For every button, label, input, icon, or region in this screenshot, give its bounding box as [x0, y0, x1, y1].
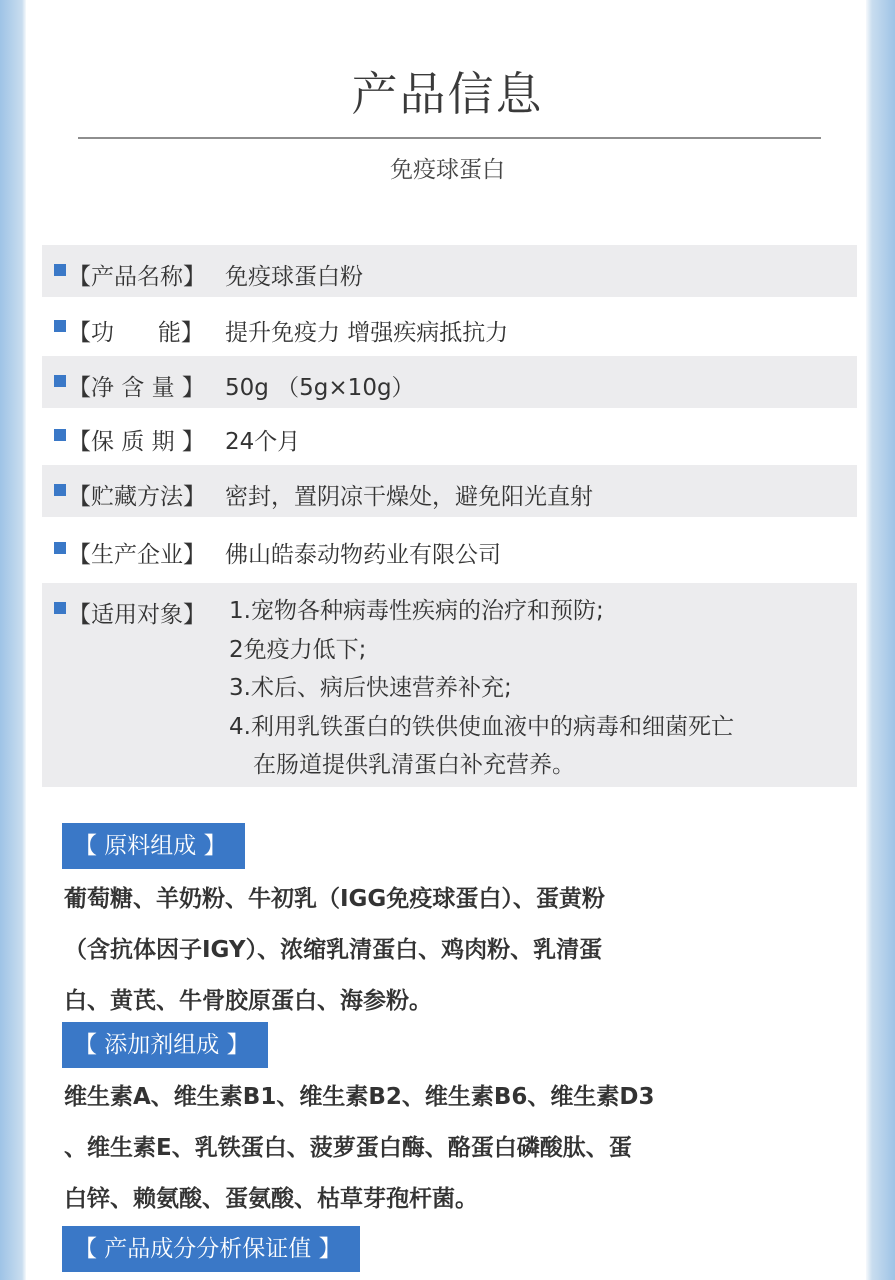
info-label: 【贮藏方法】: [68, 484, 206, 510]
target-line: 2免疫力低下;: [229, 636, 367, 663]
info-label: 【适用对象】: [68, 602, 206, 628]
ingredients-text: [64, 883, 754, 1036]
target-line: 4.利用乳铁蛋白的铁供使血液中的病毒和细菌死亡: [229, 713, 734, 740]
info-value: 24个月: [225, 429, 301, 455]
title-divider: [78, 137, 821, 139]
square-bullet-icon: [54, 429, 66, 441]
square-bullet-icon: [54, 484, 66, 496]
additives-line: 维生素A、维生素B1、维生素B2、维生素B6、维生素D3: [64, 1084, 655, 1110]
additives-line: 白锌、赖氨酸、蛋氨酸、枯草芽孢杆菌。: [64, 1186, 478, 1212]
page-subtitle: 免疫球蛋白: [390, 157, 505, 183]
info-label: 【净 含 量 】: [68, 375, 205, 401]
info-row-function: [42, 301, 857, 353]
target-line: 在肠道提供乳清蛋白补充营养。: [253, 752, 575, 778]
info-value: 免疫球蛋白粉: [225, 264, 363, 290]
analysis-heading: 【 产品成分分析保证值 】: [62, 1226, 360, 1272]
square-bullet-icon: [54, 602, 66, 614]
ingredients-heading: 【 原料组成 】: [62, 823, 245, 869]
additives-heading: 【 添加剂组成 】: [62, 1022, 268, 1068]
additives-text: [64, 1081, 754, 1234]
target-line: 1.宠物各种病毒性疾病的治疗和预防;: [229, 598, 604, 624]
info-value: 佛山皓泰动物药业有限公司: [225, 542, 501, 568]
info-label: 【产品名称】: [68, 264, 206, 290]
info-row-net-content: [42, 356, 857, 408]
additives-line: 、维生素E、乳铁蛋白、菠萝蛋白酶、酪蛋白磷酸肽、蛋: [64, 1135, 632, 1161]
square-bullet-icon: [54, 542, 66, 554]
info-value: 提升免疫力 增强疾病抵抗力: [225, 320, 509, 346]
ingredients-line: 白、黄芪、牛骨胶原蛋白、海参粉。: [64, 988, 432, 1014]
info-row-target: [42, 583, 857, 787]
info-row-product-name: [42, 245, 857, 297]
square-bullet-icon: [54, 264, 66, 276]
info-row-shelf-life: [42, 410, 857, 462]
square-bullet-icon: [54, 375, 66, 387]
info-label: 【生产企业】: [68, 542, 206, 568]
info-value: 密封，置阴凉干燥处，避免阳光直射: [225, 484, 593, 510]
info-value: 50g （5g×10g）: [225, 375, 415, 401]
ingredients-line: 葡萄糖、羊奶粉、牛初乳（IGG免疫球蛋白）、蛋黄粉: [64, 886, 605, 912]
target-list: [229, 596, 734, 789]
target-line: 3.术后、病后快速营养补充;: [229, 675, 512, 701]
square-bullet-icon: [54, 320, 66, 332]
info-label: 【功 能】: [68, 320, 204, 346]
page-title: 产品信息: [351, 67, 544, 121]
ingredients-line: （含抗体因子IGY）、浓缩乳清蛋白、鸡肉粉、乳清蛋: [64, 937, 603, 963]
info-row-storage: [42, 465, 857, 517]
info-label: 【保 质 期 】: [68, 429, 205, 455]
info-row-manufacturer: [42, 523, 857, 575]
